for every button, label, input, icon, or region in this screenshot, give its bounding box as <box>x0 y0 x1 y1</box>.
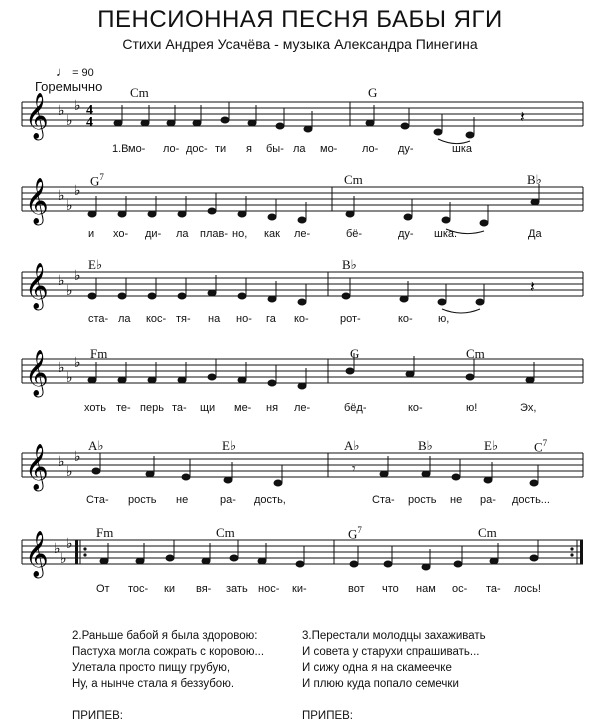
chord-label: Fm <box>90 346 108 361</box>
song-title: ПЕНСИОННАЯ ПЕСНЯ БАБЫ ЯГИ <box>97 6 503 33</box>
music-system-5: 𝄞 ♭ ♭ ♭ 𝄾 A♭ E♭ A♭ B♭ E♭ $C^7$ Ста- рость не ра- дость, Ста- рость не ра- дость... <box>0 436 600 556</box>
svg-text:𝄽: 𝄽 <box>530 277 535 296</box>
chord-label: $G^7$ <box>348 525 362 542</box>
chorus-label: ПРИПЕВ: <box>72 710 124 722</box>
tempo-marking <box>56 64 94 79</box>
svg-text:♭: ♭ <box>58 188 65 204</box>
svg-text:♭: ♭ <box>60 551 67 567</box>
svg-text:♭: ♭ <box>66 198 73 214</box>
verse-line: Улетала просто пищу грубую, <box>72 662 231 674</box>
svg-text:♭: ♭ <box>66 283 73 299</box>
svg-text:♭: ♭ <box>74 449 81 465</box>
chord-label: Cm <box>344 172 363 187</box>
svg-text:♭: ♭ <box>66 113 73 129</box>
song-subtitle: Стихи Андрея Усачёва - музыка Александра Пинегина <box>122 36 478 52</box>
svg-text:♭: ♭ <box>54 541 61 557</box>
svg-text:♭: ♭ <box>74 98 81 114</box>
svg-text:♭: ♭ <box>58 360 65 376</box>
svg-text:♭: ♭ <box>66 370 73 386</box>
chord-label: E♭ <box>222 438 237 453</box>
chord-label: A♭ <box>88 438 104 453</box>
chord-label: B♭ <box>342 257 357 272</box>
treble-clef-icon: 𝄞 <box>25 531 49 577</box>
treble-clef-icon: 𝄞 <box>25 350 49 396</box>
verse-line: 2.Раньше бабой я была здоровою: <box>72 630 258 642</box>
chord-label: G <box>350 346 360 361</box>
treble-clef-icon: 𝄞 <box>25 263 49 309</box>
chord-label: Cm <box>216 525 235 540</box>
verse-line: 3.Перестали молодцы захаживать <box>302 630 486 642</box>
chord-label: G <box>368 85 378 100</box>
chord-label: Cm <box>466 346 485 361</box>
time-sig-bottom: 4 <box>86 115 93 130</box>
verse-3 <box>302 628 486 724</box>
svg-text:♭: ♭ <box>58 103 65 119</box>
chord-label: E♭ <box>484 438 499 453</box>
chord-label: Cm <box>130 85 149 100</box>
music-system-3: 𝄞 ♭ ♭ ♭ 𝄽 E♭ B♭ ста- ла кос- тя- на но- га ко- рот- ко- ю, <box>0 255 600 375</box>
tempo-value: = 90 <box>72 67 94 79</box>
svg-text:♭: ♭ <box>74 183 81 199</box>
music-system-4: 𝄞 ♭ ♭ ♭ Fm G Cm хоть те- перь та- щи ме- ня ле- бёд- ко- ю! Эх, <box>0 342 600 462</box>
svg-text:𝄽: 𝄽 <box>520 107 525 126</box>
treble-clef-icon: 𝄞 <box>25 93 49 139</box>
music-system-6: 𝄞 ♭ ♭ ♭ Fm Cm $G^7$ Cm От тос- ки вя- зать нос- ки- вот что нам ос- та- лось! <box>0 523 600 643</box>
treble-clef-icon: 𝄞 <box>25 178 49 224</box>
svg-text:♭: ♭ <box>74 355 81 371</box>
chorus-label: ПРИПЕВ: <box>302 710 354 722</box>
music-system-1: 𝄞 ♭ ♭ ♭ 4 4 𝄽 Cm G 1.В мо- ло- дос- ти я бы- ла мо- ло- ду- шка <box>0 85 600 205</box>
verse-line: Ну, а нынче стала я беззубою. <box>72 678 235 690</box>
verse-line: И плюю куда попало семечки <box>302 678 459 690</box>
verse-line: Пастуха могла сожрать с коровою... <box>72 646 265 658</box>
svg-text:𝄾: 𝄾 <box>352 461 356 477</box>
expression-marking: Горемычно <box>35 79 103 94</box>
time-sig-top: 4 <box>86 103 93 118</box>
chord-label: B♭ <box>418 438 433 453</box>
music-system-2: 𝄞 ♭ ♭ ♭ $G^7$ Cm B♭ и хо- ди- ла плав- но, как ле- бё- ду- шка. Да <box>0 170 600 290</box>
svg-text:♭: ♭ <box>66 464 73 480</box>
svg-text:♭: ♭ <box>58 273 65 289</box>
verse-line: И совета у старухи спрашивать... <box>302 646 480 658</box>
chord-label: $C^7$ <box>534 438 548 455</box>
treble-clef-icon: 𝄞 <box>25 444 49 490</box>
svg-text:♭: ♭ <box>58 454 65 470</box>
chord-label: $G^7$ <box>90 172 104 189</box>
svg-text:♭: ♭ <box>66 536 73 552</box>
svg-text:♭: ♭ <box>74 268 81 284</box>
quarter-note-icon: ♩ <box>56 64 69 79</box>
chord-label: Cm <box>478 525 497 540</box>
verse-line: И сижу одна я на скамеечке <box>302 662 452 674</box>
chord-label: B♭ <box>527 172 542 187</box>
chord-label: A♭ <box>344 438 360 453</box>
verse-2 <box>72 628 264 724</box>
chord-label: E♭ <box>88 257 103 272</box>
chord-label: Fm <box>96 525 114 540</box>
